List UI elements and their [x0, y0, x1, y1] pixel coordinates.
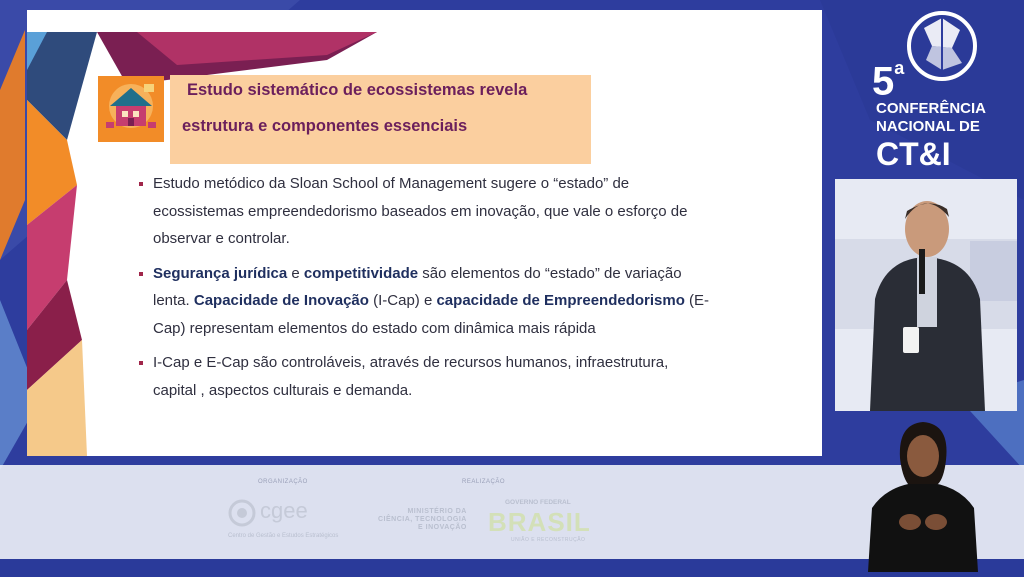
- organizacao-label: ORGANIZAÇÃO: [258, 479, 308, 485]
- conference-line-3: CT&I: [876, 136, 951, 172]
- bullet-item: [137, 349, 777, 404]
- bullet-list: [137, 170, 777, 411]
- governo-federal-label: GOVERNO FEDERAL: [505, 499, 571, 506]
- bullet-item: [137, 170, 777, 253]
- bullet-item: [137, 260, 777, 343]
- cgee-logo-text: cgee: [260, 498, 308, 523]
- bullet-2-line-2: lenta. Capacidade de Inovação (I-Cap) e capacidade de Empreendedorismo (E-: [153, 292, 710, 309]
- brain-icon: [902, 8, 982, 88]
- uniao-reconstrucao-label: UNIÃO E RECONSTRUÇÃO: [511, 537, 586, 543]
- bullet-3-line-2: capital , aspectos culturais e demanda.: [153, 381, 413, 399]
- bullet-3-line-1: I-Cap e E-Cap são controláveis, através de recursos humanos, infraestrutura,: [153, 354, 669, 371]
- cgee-logo-icon: [228, 499, 256, 527]
- ministerio-logo: MINISTÉRIO DA CIÊNCIA, TECNOLOGIA E INOVAÇÃO: [378, 508, 467, 531]
- speaker-video: [835, 179, 1017, 411]
- slide-title-line-1: Estudo sistemático de ecossistemas revela: [187, 81, 528, 99]
- bullet-2-line-1: Segurança jurídica e competitividade são elementos do “estado” de variação: [153, 264, 682, 282]
- presentation-slide: [27, 10, 822, 456]
- conference-logo: [850, 8, 1010, 173]
- conference-line-2: NACIONAL DE: [876, 118, 980, 135]
- cgee-subtitle: Centro de Gestão e Estudos Estratégicos: [228, 533, 339, 539]
- slide-title-box: [170, 75, 591, 164]
- brasil-logo-text: BRASIL: [488, 507, 591, 537]
- bullet-1-line-3: observar e controlar.: [153, 230, 290, 247]
- realizacao-label: REALIZAÇÃO: [462, 479, 506, 485]
- bullet-1-line-1: Estudo metódico da Sloan School of Management sugere o “estado” de: [153, 175, 630, 192]
- slide-title-line-2: estrutura e componentes essenciais: [182, 117, 468, 135]
- bullet-2-line-3: Cap) representam elementos do estado com dinâmica mais rápida: [153, 319, 596, 337]
- bullet-1-line-2: ecossistemas empreendedorismo baseados em inovação, que vale o esforço de: [153, 202, 688, 220]
- conference-edition: 5$^a$: [872, 58, 905, 104]
- house-icon: [98, 76, 164, 142]
- sign-language-interpreter: [858, 418, 988, 572]
- conference-line-1: CONFERÊNCIA: [876, 100, 987, 117]
- speaker-figure: [835, 179, 1017, 411]
